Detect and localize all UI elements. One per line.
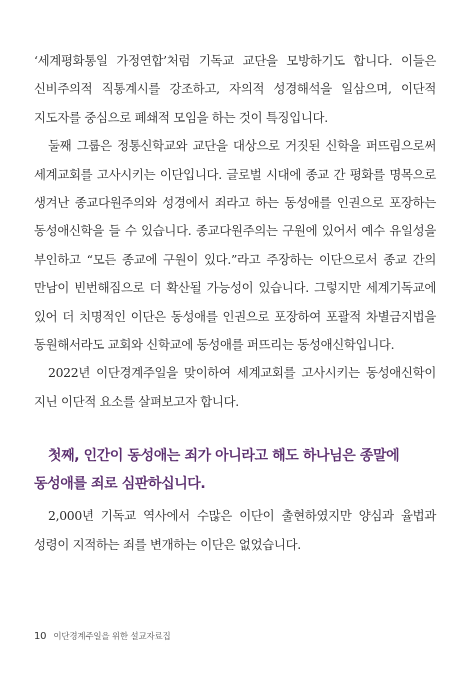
book-title: 이단경계주일을 위한 설교자료집	[53, 632, 171, 642]
paragraph-4: 2,000년 기독교 역사에서 수많은 이단이 출현하였지만 양심과 율법과 성령이 지적하는 죄를 변개하는 이단은 없었습니다.	[34, 508, 436, 552]
paragraph-2: 둘째 그룹은 정통신학교와 교단을 대상으로 거짓된 신학을 퍼뜨림으로써 세계교회를 고사시키는 이단입니다. 글로벌 시대에 종교 간 평화를 명목으로 생겨난 종교다원주의와 성경에서 죄라고 하는 동성애를 인권으로 포장하는 동성애신학을 들 수 있습니다. 종교다원주의는 구원에 있어서 예수 유일성을 부인하고 “모든 종교에 구원이 있다.”라고 주장하는 이단으로서 종교 간의 만남이 빈번해짐으로 더 확산될 가능성이 있습니다. 그렇지만 세계기독교에 있어 더 치명적인 이단은 동성애를 인권으로 포장하여 포괄적 차별금지법을 동원해서라도 교회와 신학교에 동성애를 퍼뜨리는 동성애신학입니다.	[34, 138, 436, 353]
page-number: 10	[34, 631, 47, 642]
section-heading: 첫째, 인간이 동성애는 죄가 아니라고 해도 하나님은 종말에 동성애를 죄로 심판하십니다.	[34, 448, 400, 493]
paragraph-3: 2022년 이단경계주일을 맞이하여 세계교회를 고사시키는 동성애신학이 지닌 이단적 요소를 살펴보고자 합니다.	[34, 365, 436, 409]
body-text	[34, 47, 436, 559]
paragraph-1: ‘세계평화통일 가정연합’처럼 기독교 교단을 모방하기도 합니다. 이들은 신비주의적 직통계시를 강조하고, 자의적 성경해석을 일삼으며, 이단적 지도자를 중심으로 폐쇄적 모임을 하는 것이 특징입니다.	[34, 53, 436, 125]
page-footer	[34, 630, 171, 642]
